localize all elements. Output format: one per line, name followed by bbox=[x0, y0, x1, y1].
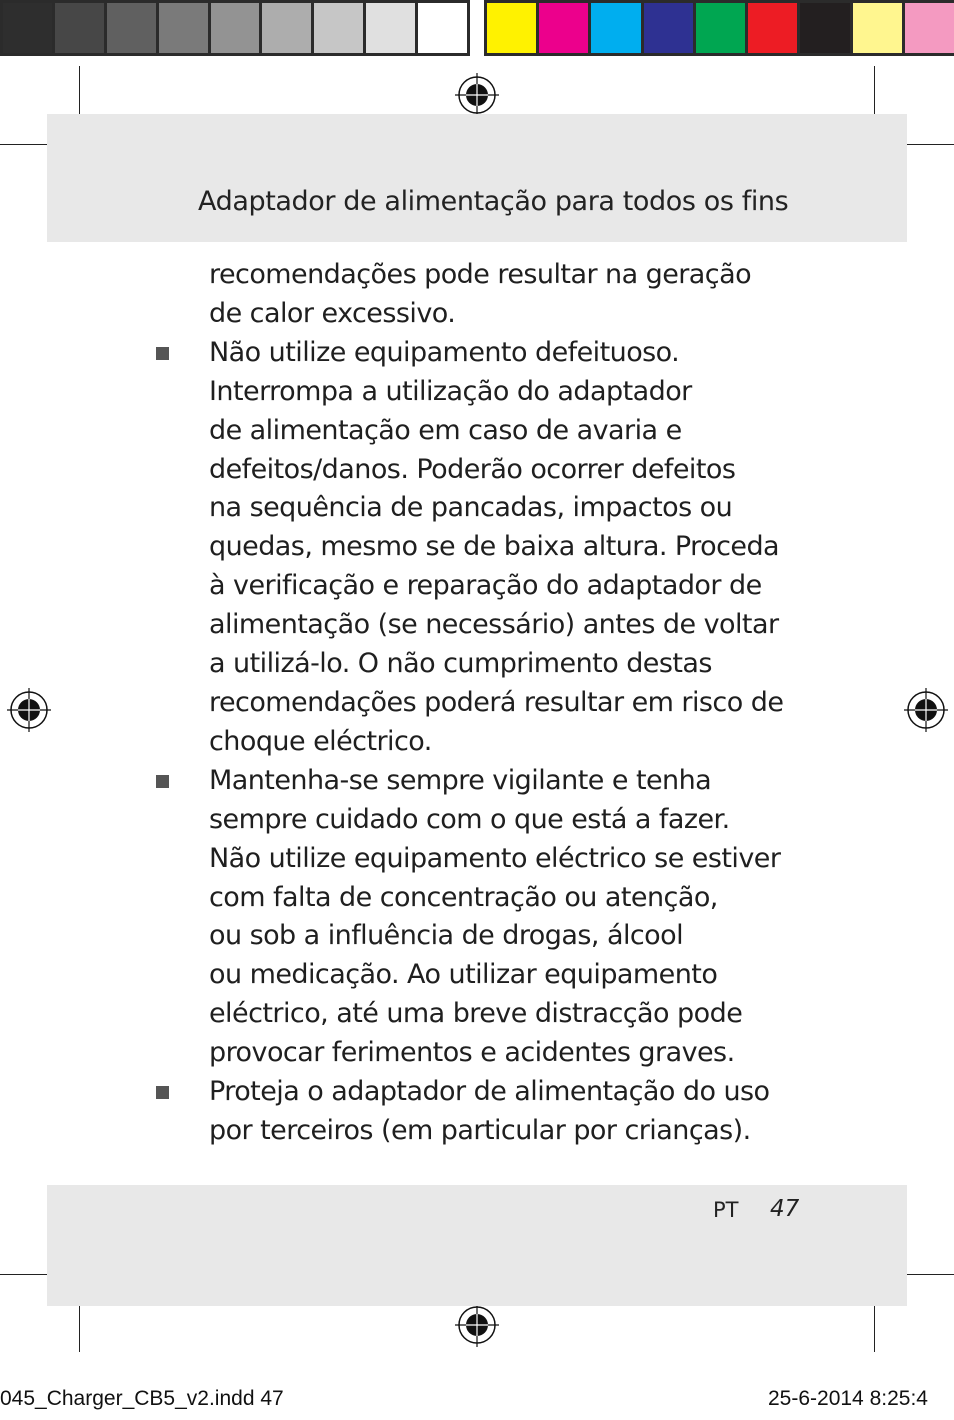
page-title: Adaptador de alimentação para todos os fins bbox=[198, 186, 789, 217]
gray-swatch bbox=[262, 3, 311, 53]
bullet-paragraph bbox=[0, 762, 954, 1073]
color-swatch bbox=[853, 3, 902, 53]
color-swatch bbox=[644, 3, 693, 53]
color-swatch bbox=[905, 3, 954, 53]
gray-swatch bbox=[107, 3, 156, 53]
crop-mark bbox=[874, 1298, 875, 1352]
text-line: recomendações poderá resultar em risco de bbox=[209, 686, 784, 718]
bullet-square-icon bbox=[156, 1086, 169, 1099]
page-number: 47 bbox=[770, 1196, 800, 1222]
bullet-paragraph bbox=[0, 334, 954, 762]
text-line: choque eléctrico. bbox=[209, 725, 432, 757]
color-swatch bbox=[539, 3, 588, 53]
color-swatch bbox=[591, 3, 640, 53]
body-text bbox=[0, 256, 954, 1151]
text-line: ou medicação. Ao utilizar equipamento bbox=[209, 959, 718, 991]
paragraph bbox=[0, 256, 954, 334]
header-band bbox=[47, 114, 907, 242]
text-line: recomendações pode resultar na geração bbox=[209, 259, 752, 290]
text-line: sempre cuidado com o que está a fazer. bbox=[209, 803, 730, 835]
gray-swatch bbox=[55, 3, 104, 53]
gray-swatch bbox=[314, 3, 363, 53]
text-line: por terceiros (em particular por crianças). bbox=[209, 1114, 751, 1146]
text-line: na sequência de pancadas, impactos ou bbox=[209, 492, 733, 524]
grayscale-calibration-bar bbox=[0, 0, 470, 56]
gray-swatch bbox=[418, 3, 467, 53]
language-code: PT bbox=[713, 1198, 739, 1222]
registration-mark-icon bbox=[455, 1303, 499, 1347]
text-line: quedas, mesmo se de baixa altura. Proceda bbox=[209, 531, 780, 563]
text-line: à verificação e reparação do adaptador de bbox=[209, 570, 762, 602]
gray-swatch bbox=[3, 3, 52, 53]
text-line: Proteja o adaptador de alimentação do uso bbox=[209, 1076, 770, 1108]
crop-mark bbox=[79, 1298, 80, 1352]
bullet-paragraph bbox=[0, 1073, 954, 1151]
color-swatch bbox=[696, 3, 745, 53]
color-calibration-bar bbox=[484, 0, 954, 56]
text-line: de calor excessivo. bbox=[209, 297, 456, 329]
color-swatch bbox=[487, 3, 536, 53]
text-line: Não utilize equipamento eléctrico se estiver bbox=[209, 842, 781, 874]
text-line: Interrompa a utilização do adaptador bbox=[209, 375, 692, 407]
color-swatch bbox=[748, 3, 797, 53]
bullet-square-icon bbox=[156, 775, 169, 788]
slug-filename: 045_Charger_CB5_v2.indd 47 bbox=[0, 1387, 284, 1410]
text-line: de alimentação em caso de avaria e bbox=[209, 414, 682, 446]
text-line: Mantenha-se sempre vigilante e tenha bbox=[209, 764, 712, 796]
text-line: ou sob a influência de drogas, álcool bbox=[209, 920, 684, 952]
text-line: provocar ferimentos e acidentes graves. bbox=[209, 1037, 735, 1069]
gray-swatch bbox=[211, 3, 260, 53]
text-line: Não utilize equipamento defeituoso. bbox=[209, 336, 680, 368]
bullet-square-icon bbox=[156, 347, 169, 360]
text-line: a utilizá-lo. O não cumprimento destas bbox=[209, 648, 712, 680]
gray-swatch bbox=[366, 3, 415, 53]
text-line: defeitos/danos. Poderão ocorrer defeitos bbox=[209, 453, 736, 485]
registration-mark-icon bbox=[455, 73, 499, 117]
slug-timestamp: 25-6-2014 8:25:4 bbox=[768, 1387, 928, 1410]
text-line: eléctrico, até uma breve distracção pode bbox=[209, 998, 743, 1030]
text-line: com falta de concentração ou atenção, bbox=[209, 881, 718, 913]
gray-swatch bbox=[159, 3, 208, 53]
color-swatch bbox=[800, 3, 849, 53]
text-line: alimentação (se necessário) antes de voltar bbox=[209, 609, 779, 641]
